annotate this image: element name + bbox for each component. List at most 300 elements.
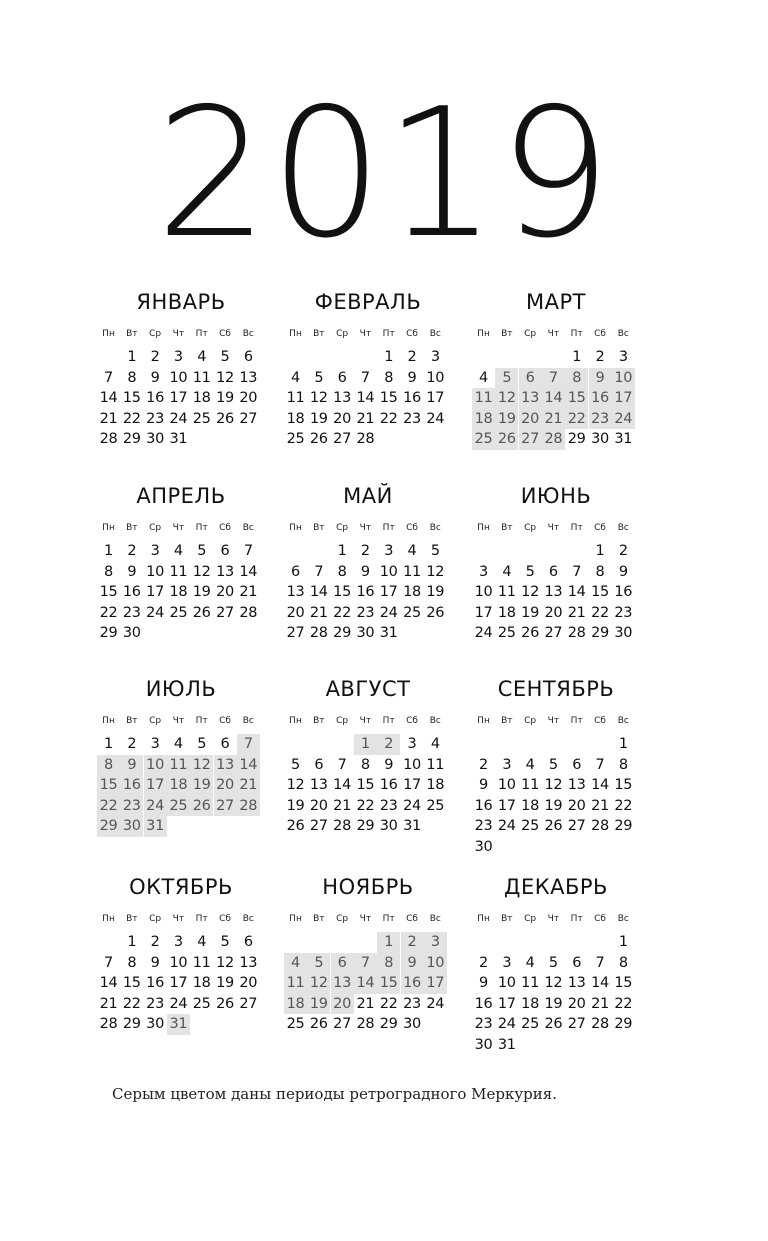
day-cell: 6 bbox=[572, 954, 582, 971]
day-cell: 16 bbox=[146, 975, 165, 991]
weekday-label: Сб bbox=[594, 716, 606, 726]
day-cell-retrograde: 2 bbox=[401, 932, 424, 953]
day-cell: 9 bbox=[618, 563, 628, 580]
day-cell: 19 bbox=[426, 584, 445, 600]
day-cell: 6 bbox=[220, 736, 230, 752]
month-name: ФЕВРАЛЬ bbox=[314, 290, 422, 314]
day-cell: 5 bbox=[220, 349, 230, 365]
day-cell: 28 bbox=[567, 625, 586, 641]
weekday-label: Вс bbox=[429, 523, 441, 533]
day-cell: 4 bbox=[291, 369, 300, 386]
day-cell: 21 bbox=[567, 604, 586, 621]
day-cell: 5 bbox=[291, 756, 300, 773]
day-cell-retrograde: 25 bbox=[472, 429, 495, 450]
day-cell: 30 bbox=[474, 1036, 493, 1053]
day-cell: 10 bbox=[146, 563, 165, 580]
day-cell-retrograde: 8 bbox=[377, 953, 400, 974]
day-cell-retrograde: 28 bbox=[237, 796, 260, 817]
day-cell: 29 bbox=[614, 818, 633, 834]
day-cell-retrograde: 11 bbox=[284, 973, 307, 994]
day-cell: 11 bbox=[169, 563, 188, 580]
day-cell-retrograde: 10 bbox=[612, 368, 635, 389]
weekday-label: Чт bbox=[172, 329, 185, 339]
day-cell-retrograde: 4 bbox=[284, 953, 307, 974]
weekday-label: Сб bbox=[406, 329, 418, 339]
day-cell: 7 bbox=[572, 563, 582, 580]
day-cell: 15 bbox=[333, 584, 352, 600]
day-cell: 29 bbox=[122, 431, 141, 447]
day-cell: 28 bbox=[591, 1016, 609, 1032]
day-cell: 18 bbox=[521, 995, 540, 1012]
day-cell: 8 bbox=[618, 954, 628, 971]
day-cell: 29 bbox=[379, 1016, 398, 1032]
day-cell: 22 bbox=[379, 995, 398, 1012]
day-cell: 28 bbox=[591, 818, 609, 834]
day-cell: 5 bbox=[197, 736, 207, 752]
day-cell: 21 bbox=[239, 584, 258, 600]
weekday-label: Пн bbox=[102, 523, 115, 533]
day-cell: 27 bbox=[333, 1016, 352, 1032]
weekday-label: Сб bbox=[594, 523, 606, 533]
day-cell: 3 bbox=[150, 543, 160, 559]
day-cell: 22 bbox=[356, 797, 375, 814]
day-cell-retrograde: 7 bbox=[354, 953, 377, 974]
day-cell: 3 bbox=[479, 563, 488, 580]
day-cell: 12 bbox=[192, 563, 211, 580]
weekday-label: Чт bbox=[547, 523, 560, 533]
day-cell: 27 bbox=[333, 431, 352, 447]
weekday-label: Сб bbox=[594, 914, 606, 924]
day-cell-retrograde: 25 bbox=[167, 796, 190, 817]
day-cell: 8 bbox=[360, 756, 370, 773]
weekday-label: Сб bbox=[219, 716, 231, 726]
day-cell: 16 bbox=[403, 390, 421, 406]
day-cell: 4 bbox=[173, 543, 183, 559]
weekday-label: Пт bbox=[195, 914, 208, 924]
day-cell: 21 bbox=[99, 995, 118, 1012]
day-cell: 22 bbox=[591, 604, 609, 621]
day-cell: 6 bbox=[243, 349, 253, 365]
day-cell: 14 bbox=[333, 777, 352, 793]
day-cell: 13 bbox=[286, 584, 305, 600]
day-cell-retrograde: 18 bbox=[167, 775, 190, 796]
day-cell: 25 bbox=[521, 818, 540, 834]
day-cell: 19 bbox=[309, 410, 328, 427]
day-cell: 2 bbox=[479, 954, 488, 971]
day-cell: 20 bbox=[239, 975, 258, 991]
day-cell-retrograde: 30 bbox=[120, 816, 143, 837]
day-cell-retrograde: 10 bbox=[424, 953, 447, 974]
day-cell: 7 bbox=[337, 756, 347, 773]
day-cell: 27 bbox=[239, 995, 258, 1012]
day-cell-retrograde: 22 bbox=[97, 796, 120, 817]
weekday-label: Вс bbox=[242, 914, 254, 924]
weekday-label: Вт bbox=[501, 716, 513, 726]
day-cell: 2 bbox=[479, 756, 488, 773]
day-cell-retrograde: 31 bbox=[167, 1014, 190, 1035]
day-cell: 17 bbox=[497, 995, 516, 1012]
day-cell: 13 bbox=[239, 369, 258, 386]
day-cell: 9 bbox=[150, 369, 160, 386]
day-cell: 21 bbox=[99, 410, 118, 427]
day-cell-retrograde: 21 bbox=[237, 775, 260, 796]
day-cell-retrograde: 29 bbox=[97, 816, 120, 837]
day-cell: 24 bbox=[426, 995, 445, 1012]
month-name: ОКТЯБРЬ bbox=[129, 875, 233, 899]
weekday-label: Пт bbox=[570, 523, 583, 533]
weekday-label: Вс bbox=[429, 329, 441, 339]
day-cell-retrograde: 17 bbox=[612, 388, 635, 409]
day-cell: 20 bbox=[567, 797, 586, 814]
day-cell: 23 bbox=[403, 995, 421, 1012]
day-cell: 11 bbox=[403, 563, 421, 580]
day-cell: 1 bbox=[127, 934, 137, 950]
day-cell: 18 bbox=[403, 584, 421, 600]
day-cell: 2 bbox=[407, 349, 417, 365]
day-cell: 17 bbox=[426, 390, 445, 406]
weekday-label: Сб bbox=[219, 329, 231, 339]
day-cell: 2 bbox=[360, 543, 370, 559]
day-cell: 13 bbox=[216, 563, 234, 580]
day-cell: 8 bbox=[104, 563, 113, 580]
day-cell: 20 bbox=[239, 390, 258, 406]
day-cell: 21 bbox=[356, 410, 375, 427]
day-cell: 18 bbox=[192, 390, 211, 406]
day-cell-retrograde: 14 bbox=[542, 388, 565, 409]
day-cell: 10 bbox=[474, 584, 493, 600]
day-cell: 30 bbox=[122, 625, 141, 641]
day-cell: 3 bbox=[430, 349, 440, 365]
day-cell: 10 bbox=[169, 954, 188, 971]
day-cell: 23 bbox=[146, 995, 165, 1012]
day-cell-retrograde: 6 bbox=[519, 368, 542, 389]
day-cell: 22 bbox=[379, 410, 398, 427]
day-cell: 21 bbox=[591, 995, 609, 1012]
day-cell-retrograde: 17 bbox=[424, 973, 447, 994]
day-cell-retrograde: 15 bbox=[377, 973, 400, 994]
day-cell: 16 bbox=[474, 797, 493, 814]
weekday-label: Вт bbox=[313, 914, 325, 924]
day-cell-retrograde: 24 bbox=[612, 409, 635, 430]
day-cell: 26 bbox=[426, 604, 445, 621]
weekday-label: Пт bbox=[382, 523, 395, 533]
weekday-label: Чт bbox=[547, 716, 560, 726]
day-cell: 12 bbox=[309, 390, 328, 406]
day-cell: 16 bbox=[146, 390, 165, 406]
day-cell: 10 bbox=[403, 756, 421, 773]
weekday-label: Чт bbox=[172, 914, 185, 924]
day-cell: 24 bbox=[169, 410, 188, 427]
day-cell: 24 bbox=[169, 995, 188, 1012]
weekday-label: Ср bbox=[524, 914, 537, 924]
day-cell: 11 bbox=[426, 756, 445, 773]
day-cell: 12 bbox=[521, 584, 540, 600]
day-cell-retrograde: 13 bbox=[214, 755, 237, 776]
day-cell-retrograde: 20 bbox=[331, 994, 354, 1015]
day-cell: 5 bbox=[220, 934, 230, 950]
day-cell-retrograde: 21 bbox=[542, 409, 565, 430]
day-cell: 1 bbox=[104, 736, 113, 752]
weekday-label: Пт bbox=[570, 914, 583, 924]
month-name: МАРТ bbox=[526, 290, 586, 314]
day-cell: 2 bbox=[127, 543, 137, 559]
day-cell: 11 bbox=[192, 954, 211, 971]
day-cell: 5 bbox=[548, 954, 558, 971]
day-cell: 27 bbox=[286, 625, 305, 641]
weekday-label: Пн bbox=[477, 523, 490, 533]
day-cell: 26 bbox=[309, 431, 328, 447]
day-cell: 2 bbox=[150, 934, 160, 950]
day-cell: 31 bbox=[497, 1036, 516, 1053]
weekday-label: Пт bbox=[195, 523, 208, 533]
day-cell: 11 bbox=[286, 390, 305, 406]
weekday-label: Ср bbox=[336, 914, 349, 924]
day-cell: 3 bbox=[150, 736, 160, 752]
day-cell: 23 bbox=[474, 818, 493, 834]
day-cell: 22 bbox=[99, 604, 118, 621]
year-title: 2019 bbox=[155, 70, 613, 277]
day-cell: 1 bbox=[618, 934, 628, 950]
day-cell: 4 bbox=[197, 934, 207, 950]
day-cell: 22 bbox=[122, 995, 141, 1012]
day-cell-retrograde: 23 bbox=[589, 409, 612, 430]
day-cell: 1 bbox=[127, 349, 137, 365]
day-cell-retrograde: 9 bbox=[401, 953, 424, 974]
day-cell: 22 bbox=[614, 995, 633, 1012]
day-cell: 24 bbox=[426, 410, 445, 427]
day-cell-retrograde: 7 bbox=[542, 368, 565, 389]
weekday-label: Сб bbox=[219, 523, 231, 533]
day-cell: 3 bbox=[502, 954, 512, 971]
day-cell-retrograde: 20 bbox=[214, 775, 237, 796]
day-cell-retrograde: 1 bbox=[354, 734, 377, 755]
day-cell: 16 bbox=[614, 584, 633, 600]
day-cell: 21 bbox=[356, 995, 375, 1012]
day-cell: 27 bbox=[567, 1016, 586, 1032]
day-cell-retrograde: 19 bbox=[190, 775, 213, 796]
day-cell-retrograde: 12 bbox=[495, 388, 518, 409]
weekday-label: Вт bbox=[501, 523, 513, 533]
day-cell: 1 bbox=[595, 543, 605, 559]
weekday-label: Вс bbox=[429, 914, 441, 924]
weekday-label: Вс bbox=[242, 523, 254, 533]
weekday-label: Чт bbox=[359, 716, 372, 726]
day-cell: 19 bbox=[544, 797, 563, 814]
day-cell: 31 bbox=[403, 818, 421, 834]
day-cell-retrograde: 10 bbox=[144, 755, 167, 776]
weekday-label: Пт bbox=[382, 329, 395, 339]
weekday-label: Чт bbox=[547, 914, 560, 924]
day-cell: 5 bbox=[525, 563, 535, 580]
day-cell: 27 bbox=[544, 625, 563, 641]
day-cell: 18 bbox=[521, 797, 540, 814]
day-cell: 30 bbox=[474, 838, 493, 855]
day-cell: 31 bbox=[614, 431, 633, 447]
month-name: СЕНТЯБРЬ bbox=[497, 677, 615, 701]
weekday-label: Вт bbox=[313, 716, 325, 726]
day-cell: 27 bbox=[216, 604, 234, 621]
day-cell: 23 bbox=[614, 604, 633, 621]
day-cell-retrograde: 2 bbox=[377, 734, 400, 755]
day-cell: 4 bbox=[407, 543, 417, 559]
day-cell: 11 bbox=[521, 975, 540, 991]
day-cell: 12 bbox=[544, 777, 563, 793]
weekday-label: Вт bbox=[126, 716, 138, 726]
day-cell-retrograde: 17 bbox=[144, 775, 167, 796]
day-cell: 27 bbox=[309, 818, 328, 834]
weekday-label: Вс bbox=[242, 329, 254, 339]
day-cell: 16 bbox=[474, 995, 493, 1012]
weekday-label: Вс bbox=[617, 329, 629, 339]
day-cell-retrograde: 15 bbox=[97, 775, 120, 796]
day-cell: 25 bbox=[286, 431, 305, 447]
weekday-label: Пн bbox=[477, 914, 490, 924]
weekday-label: Сб bbox=[406, 716, 418, 726]
day-cell: 6 bbox=[314, 756, 324, 773]
weekday-label: Чт bbox=[547, 329, 560, 339]
day-cell: 2 bbox=[127, 736, 137, 752]
day-cell-retrograde: 1 bbox=[377, 932, 400, 953]
day-cell: 3 bbox=[173, 349, 183, 365]
day-cell: 28 bbox=[356, 431, 375, 447]
day-cell: 20 bbox=[216, 584, 234, 600]
day-cell-retrograde: 26 bbox=[190, 796, 213, 817]
footnote: Серым цветом даны периоды ретроградного Меркурия. bbox=[112, 1085, 557, 1103]
day-cell: 11 bbox=[497, 584, 516, 600]
weekday-label: Пт bbox=[570, 329, 583, 339]
day-cell: 9 bbox=[479, 777, 488, 793]
day-cell: 26 bbox=[216, 410, 234, 427]
day-cell: 1 bbox=[618, 736, 628, 752]
day-cell: 29 bbox=[99, 625, 118, 641]
day-cell: 4 bbox=[479, 369, 488, 386]
day-cell: 12 bbox=[216, 369, 234, 386]
day-cell: 8 bbox=[618, 756, 628, 773]
month-name: НОЯБРЬ bbox=[322, 875, 414, 899]
month-name: ИЮНЬ bbox=[520, 484, 592, 508]
weekday-label: Чт bbox=[172, 716, 185, 726]
day-cell: 23 bbox=[122, 604, 141, 621]
day-cell: 11 bbox=[192, 369, 211, 386]
day-cell: 26 bbox=[192, 604, 211, 621]
day-cell: 4 bbox=[525, 756, 535, 773]
day-cell: 18 bbox=[169, 584, 188, 600]
day-cell: 26 bbox=[309, 1016, 328, 1032]
day-cell: 13 bbox=[333, 390, 352, 406]
weekday-label: Ср bbox=[149, 914, 162, 924]
day-cell: 18 bbox=[497, 604, 516, 621]
weekday-label: Ср bbox=[149, 523, 162, 533]
day-cell: 14 bbox=[356, 390, 375, 406]
day-cell: 29 bbox=[591, 625, 609, 641]
day-cell: 2 bbox=[618, 543, 628, 559]
day-cell: 3 bbox=[407, 736, 417, 752]
day-cell: 7 bbox=[314, 563, 324, 580]
day-cell: 14 bbox=[567, 584, 586, 600]
day-cell-retrograde: 31 bbox=[144, 816, 167, 837]
day-cell: 12 bbox=[216, 954, 234, 971]
day-cell: 17 bbox=[403, 777, 421, 793]
weekday-label: Сб bbox=[219, 914, 231, 924]
day-cell: 15 bbox=[379, 390, 398, 406]
day-cell-retrograde: 27 bbox=[214, 796, 237, 817]
weekday-label: Ср bbox=[336, 329, 349, 339]
day-cell: 24 bbox=[497, 1016, 516, 1032]
day-cell: 18 bbox=[286, 410, 305, 427]
day-cell: 7 bbox=[243, 543, 253, 559]
day-cell: 8 bbox=[384, 369, 394, 386]
day-cell: 31 bbox=[379, 625, 398, 641]
day-cell: 14 bbox=[99, 975, 118, 991]
day-cell: 28 bbox=[309, 625, 328, 641]
day-cell: 25 bbox=[403, 604, 421, 621]
day-cell: 19 bbox=[216, 975, 234, 991]
weekday-label: Ср bbox=[524, 523, 537, 533]
day-cell-retrograde: 12 bbox=[307, 973, 330, 994]
day-cell: 15 bbox=[614, 777, 633, 793]
day-cell: 10 bbox=[426, 369, 445, 386]
day-cell: 26 bbox=[544, 818, 563, 834]
weekday-label: Вт bbox=[126, 329, 138, 339]
day-cell: 15 bbox=[122, 390, 141, 406]
day-cell: 2 bbox=[595, 349, 605, 365]
day-cell: 12 bbox=[426, 563, 445, 580]
month-name: МАЙ bbox=[343, 484, 393, 508]
day-cell: 7 bbox=[360, 369, 370, 386]
day-cell: 15 bbox=[99, 584, 118, 600]
day-cell: 19 bbox=[544, 995, 563, 1012]
day-cell: 14 bbox=[591, 777, 609, 793]
day-cell: 20 bbox=[309, 797, 328, 814]
weekday-label: Ср bbox=[524, 329, 537, 339]
month-name: ЯНВАРЬ bbox=[136, 290, 226, 314]
weekday-label: Вт bbox=[501, 914, 513, 924]
day-cell-retrograde: 16 bbox=[401, 973, 424, 994]
day-cell-retrograde: 5 bbox=[307, 953, 330, 974]
weekday-label: Сб bbox=[594, 329, 606, 339]
day-cell: 28 bbox=[239, 604, 258, 621]
day-cell-retrograde: 11 bbox=[472, 388, 495, 409]
day-cell: 9 bbox=[127, 563, 137, 580]
day-cell: 17 bbox=[474, 604, 493, 621]
weekday-label: Чт bbox=[359, 329, 372, 339]
weekday-label: Пн bbox=[289, 716, 302, 726]
day-cell: 18 bbox=[192, 975, 211, 991]
day-cell: 19 bbox=[521, 604, 540, 621]
day-cell-retrograde: 27 bbox=[519, 429, 542, 450]
day-cell: 8 bbox=[127, 369, 137, 386]
day-cell-retrograde: 23 bbox=[120, 796, 143, 817]
day-cell: 10 bbox=[497, 975, 516, 991]
weekday-label: Пн bbox=[289, 914, 302, 924]
day-cell-retrograde: 8 bbox=[565, 368, 588, 389]
day-cell: 5 bbox=[430, 543, 440, 559]
day-cell-retrograde: 6 bbox=[331, 953, 354, 974]
weekday-label: Пт bbox=[382, 716, 395, 726]
day-cell: 3 bbox=[173, 934, 183, 950]
weekday-label: Вс bbox=[429, 716, 441, 726]
weekday-label: Вт bbox=[313, 329, 325, 339]
weekday-label: Пн bbox=[477, 716, 490, 726]
day-cell: 6 bbox=[291, 563, 300, 580]
day-cell-retrograde: 3 bbox=[424, 932, 447, 953]
weekday-label: Пн bbox=[289, 329, 302, 339]
day-cell: 5 bbox=[197, 543, 207, 559]
day-cell: 17 bbox=[146, 584, 165, 600]
day-cell: 25 bbox=[497, 625, 516, 641]
day-cell: 9 bbox=[479, 975, 488, 991]
weekday-label: Вт bbox=[313, 523, 325, 533]
